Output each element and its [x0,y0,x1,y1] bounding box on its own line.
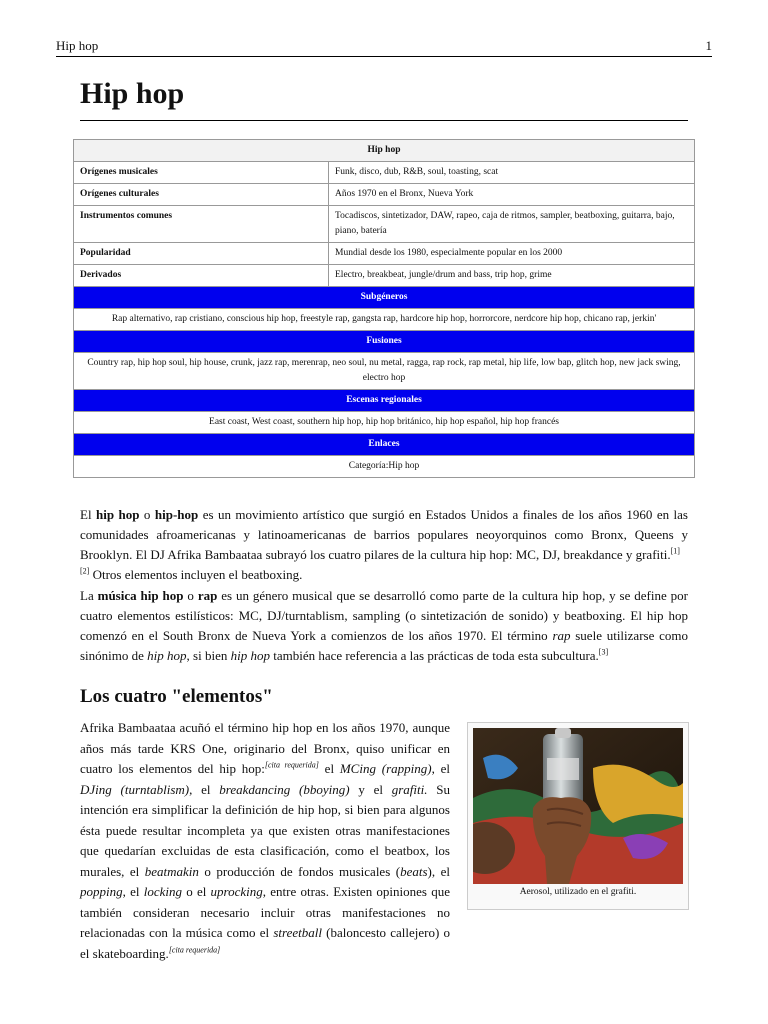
infobox-row [74,412,695,434]
escenas-list: East coast, West coast, southern hip hop, hip hop británico, hip hop español, hip hop francés [74,412,695,434]
text-run: , el [122,884,144,899]
bold-term: rap [197,588,218,603]
bold-term: música hip hop [97,588,184,603]
infobox-section-row [74,434,695,456]
italic-term: MCing (rapping) [339,761,432,776]
music-paragraph [80,586,688,666]
infobox-row [74,353,695,390]
figure [467,722,689,910]
infobox-section-row [74,331,695,353]
text-run: El [80,507,96,522]
page-number: 1 [705,38,712,53]
fusiones-header: Fusiones [74,331,695,353]
citation-ref[interactable]: [1] [670,546,680,556]
citation-needed[interactable]: [cita requerida] [264,760,319,770]
running-header-title: Hip hop [56,38,99,53]
infobox-label: Orígenes musicales [74,162,329,184]
infobox-label: Popularidad [74,243,329,265]
infobox-row [74,456,695,478]
text-run: el [318,761,340,776]
infobox-row [74,243,695,265]
text-run: es un movimiento artístico que surgió en Estados Unidos a finales de los años 1960 en las comunidades afroamericanas y latinoamericanas de barrios populares neoyorquinos como Bronx, Queens y Brooklyn. El DJ Afrika Bambaataa subrayó los cuatro pilares de la cultura hip hop: MC, DJ, breakdance y grafiti. [80,507,688,562]
italic-term: breakdancing (bboying) [219,781,350,797]
text-run: o el [181,884,211,899]
italic-term: beatmakin [144,863,199,879]
figure-caption: Aerosol, utilizado en el grafiti. [519,887,637,897]
italic-term: hip hop [147,648,187,663]
infobox-label: Derivados [74,265,329,287]
text-run: y el [349,781,392,797]
italic-term: streetball [273,925,322,940]
enlaces-link[interactable]: Categoría:Hip hop [74,456,695,478]
text-run: Otros elementos incluyen el beatboxing. [89,567,303,582]
text-run: suele utilizarse como sinónimo de [80,628,688,663]
infobox-value: Mundial desde los 1980, especialmente popular en los 2000 [329,243,695,265]
text-run: , si bien [186,648,231,663]
text-run: Su intención era simplificar la definición de hip hop, si bien para algunos ésta puede resultar incompleta ya que existen otras manifestaciones que quedarían excluidas de esta clasificación, como el beatbox, los murales, el [80,781,450,879]
bold-term: hip hop [96,507,140,522]
text-run: (baloncesto callejero) o el skateboarding. [80,925,451,961]
fusiones-list: Country rap, hip hop soul, hip house, crunk, jazz rap, merenrap, neo soul, nu metal, ragga, rap rock, rap metal, hip life, low bap, glitch hop, new jack swing, electro hop [74,353,695,390]
infobox-value: Funk, disco, dub, R&B, soul, toasting, scat [329,162,695,184]
page-title: Hip hop [80,76,688,121]
text-run: o [183,588,198,603]
infobox-value: Electro, breakbeat, jungle/drum and bass, trip hop, grime [329,265,695,287]
escenas-header: Escenas regionales [74,390,695,412]
infobox-label: Instrumentos comunes [74,206,329,243]
text-run: ), el [427,863,450,879]
infobox-title-row [74,140,695,162]
citation-needed[interactable]: [cita requerida] [168,945,221,955]
spray-can-photo[interactable] [473,728,683,884]
subgeneros-header: Subgéneros [74,287,695,309]
intro-paragraph [80,505,688,585]
text-run: o [139,507,155,522]
infobox-value: Tocadiscos, sintetizador, DAW, rapeo, caja de ritmos, sampler, beatboxing, guitarra, bajo, piano, batería [329,206,695,243]
italic-term: DJing (turntablism) [80,781,190,797]
text-run: o producción de fondos musicales ( [198,863,401,879]
italic-term: rap [552,628,571,643]
elements-paragraph [80,718,450,964]
text-run: , el [189,781,220,797]
infobox-row [74,162,695,184]
infobox-table [73,139,695,478]
text-run: es un género musical que se desarrolló como parte de la cultura hip hop, y se define por cuatro elementos estilísticos: MC, DJ/turntablism, sampling (o sintetización de sonido) y beatboxing. El hip hop comenzó en el South Bronx de Nueva York a comienzos de los años 1970. El término [80,588,688,643]
infobox-section-row [74,390,695,412]
text-run: , entre otras. Existen opiniones que también consideran necesario incluir otras manifestaciones no relacionadas con la música como el [80,884,450,940]
infobox-row [74,309,695,331]
citation-ref[interactable]: [3] [598,647,609,657]
italic-term: grafiti. [391,781,428,797]
italic-term: popping [80,884,123,899]
infobox-section-row [74,287,695,309]
citation-ref[interactable]: [2] [80,566,90,576]
text-run: , el [431,761,450,776]
subgeneros-list: Rap alternativo, rap cristiano, conscious hip hop, freestyle rap, gangsta rap, hardcore hip hop, horrorcore, nerdcore hip hop, chicano rap, jerkin' [74,309,695,331]
infobox-label: Orígenes culturales [74,184,329,206]
running-header [56,38,712,57]
infobox-row [74,206,695,243]
infobox-value: Años 1970 en el Bronx, Nueva York [329,184,695,206]
text-run: también hace referencia a las prácticas de toda esta subcultura. [269,648,599,663]
italic-term: locking [143,884,182,899]
section-heading: Los cuatro "elementos" [80,686,273,707]
italic-term: uprocking [210,884,263,899]
bold-term: hip-hop [154,507,199,522]
infobox-row [74,184,695,206]
italic-term: hip hop [230,648,270,663]
text-run: Afrika Bambaataa acuñó el término hip hop en los años 1970, aunque años más tarde KRS One, originario del Bronx, quiso unificar en cuatro los elementos del hip hop: [80,720,450,776]
text-run: La [80,588,98,603]
enlaces-header: Enlaces [74,434,695,456]
infobox-row [74,265,695,287]
italic-term: beats [400,863,428,879]
infobox-title: Hip hop [74,140,695,162]
